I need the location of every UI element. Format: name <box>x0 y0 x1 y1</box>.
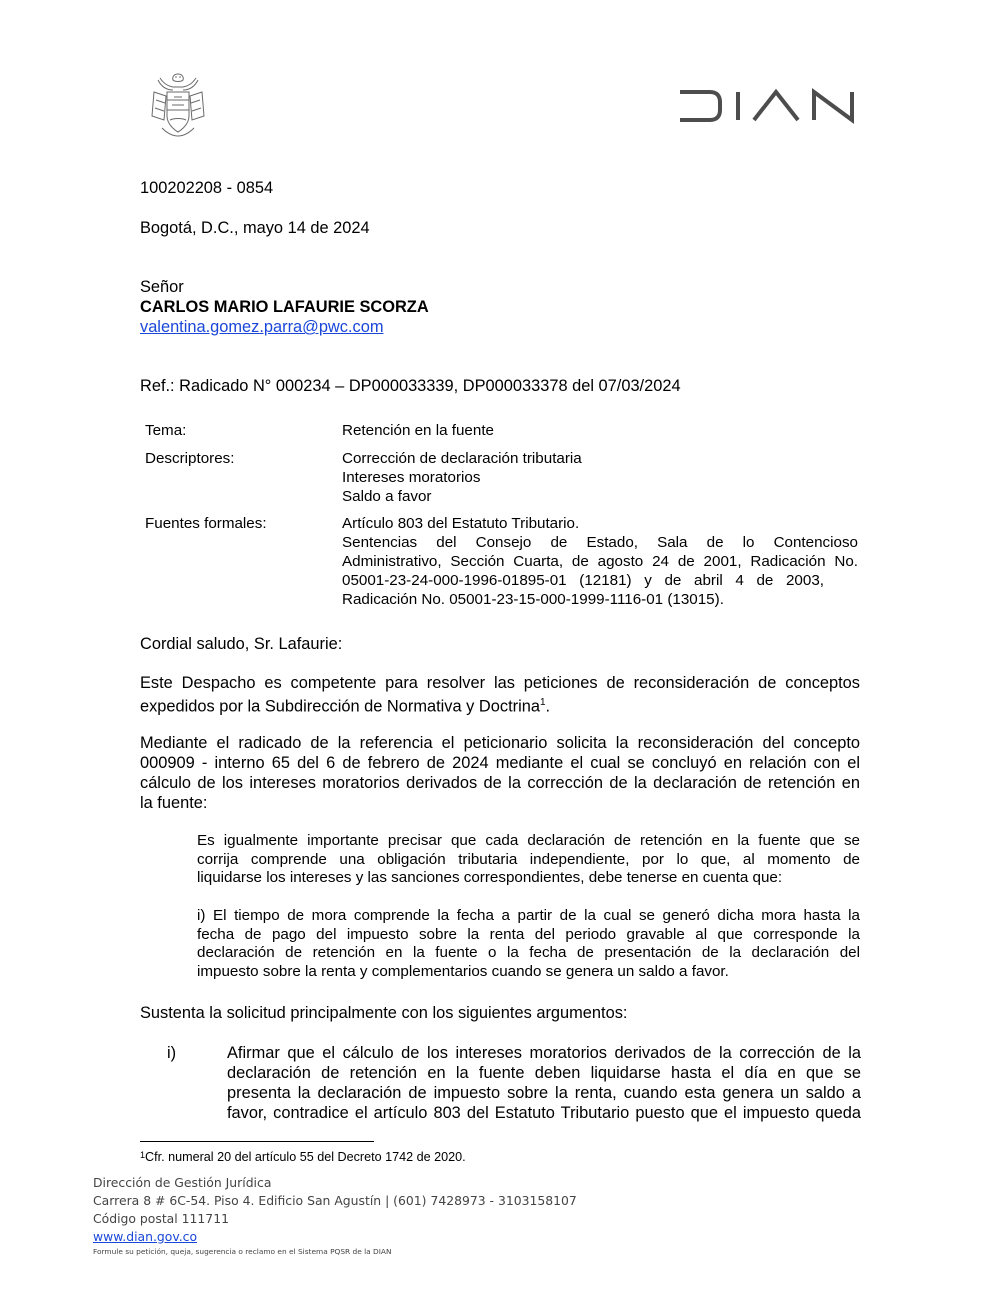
descriptor-item: Saldo a favor <box>342 488 432 505</box>
fuentes-line: Radicación No. 05001-23-15-000-1999-1116-01 (13015). <box>342 591 724 608</box>
list-line: declaración de retención en la fuente deben liquidarse hasta el día en que se <box>227 1064 861 1082</box>
quote-block-1 <box>197 832 860 888</box>
footnote-text: Cfr. numeral 20 del artículo 55 del Decreto 1742 de 2020. <box>145 1150 466 1164</box>
paragraph-text: . <box>545 697 551 716</box>
list-line: presenta la declaración de impuesto sobre la renta, cuando esta genera un saldo a <box>227 1084 861 1102</box>
descriptor-item: Corrección de declaración tributaria <box>342 450 582 467</box>
paragraph-request <box>140 733 860 813</box>
quote-line: declaración de retención en la fuente o la fecha de presentación de la declaración del <box>197 944 860 962</box>
descriptores-list <box>342 449 858 506</box>
footnote-reference: 1 <box>539 697 546 708</box>
fuentes-line: Administrativo, Sección Cuarta, de agosto 24 de 2001, Radicación No. <box>342 553 858 570</box>
paragraph-arguments-intro: Sustenta la solicitud principalmente con los siguientes argumentos: <box>140 1004 628 1022</box>
descriptor-item: Intereses moratorios <box>342 469 481 486</box>
footer-office: Dirección de Gestión Jurídica <box>93 1175 272 1190</box>
list-line: favor, contradice el artículo 803 del Estatuto Tributario puesto que el impuesto queda <box>227 1104 861 1122</box>
paragraph-line: Este Despacho es competente para resolver las peticiones de reconsideración de conceptos <box>140 674 860 692</box>
reference-number: 100202208 - 0854 <box>140 179 274 197</box>
paragraph-line: cálculo de los intereses moratorios derivados de la corrección de la declaración de retención en <box>140 774 860 792</box>
tema-value: Retención en la fuente <box>342 422 494 439</box>
tema-label: Tema: <box>145 422 187 439</box>
dian-logo <box>676 88 860 124</box>
quote-line: impuesto sobre la renta y complementarios cuando se genera un saldo a favor. <box>197 962 729 980</box>
quote-line: i) El tiempo de mora comprende la fecha a partir de la cual se generó dicha mora hasta la <box>197 907 860 924</box>
recipient-name: CARLOS MARIO LAFAURIE SCORZA <box>140 298 429 316</box>
list-marker: i) <box>167 1044 177 1062</box>
reference-line: Ref.: Radicado N° 000234 – DP000033339, DP000033378 del 07/03/2024 <box>140 377 681 395</box>
footer-postal-code: Código postal 111711 <box>93 1211 229 1226</box>
recipient-email-link[interactable]: valentina.gomez.parra@pwc.com <box>140 318 384 336</box>
salutation-title: Señor <box>140 278 184 296</box>
argument-list-item <box>227 1043 861 1123</box>
quote-line: fecha de pago del impuesto sobre la renta del periodo gravable al que corresponde la <box>197 925 860 943</box>
fuentes-value <box>342 514 858 609</box>
fuentes-line: 05001-23-24-000-1996-01895-01 (12181) y de abril 4 de 2003, <box>342 572 824 589</box>
fuentes-line: Sentencias del Consejo de Estado, Sala de lo Contencioso <box>342 534 858 551</box>
footnote-mark: 1 <box>140 1150 146 1160</box>
descriptores-label: Descriptores: <box>145 450 235 467</box>
fuentes-label: Fuentes formales: <box>145 515 267 532</box>
quote-line: Es igualmente importante precisar que cada declaración de retención en la fuente que se <box>197 832 860 849</box>
footer-address: Carrera 8 # 6C-54. Piso 4. Edificio San Agustín | (601) 7428973 - 3103158107 <box>93 1193 577 1208</box>
quote-block-2 <box>197 907 860 981</box>
quote-line: liquidarse los intereses y las sanciones correspondientes, debe tenerse en cuenta que: <box>197 869 783 887</box>
footnote-divider <box>140 1141 374 1142</box>
footer-website-link[interactable]: www.dian.gov.co <box>93 1229 198 1244</box>
quote-line: corrija comprende una obligación tributaria independiente, por lo que, al momento de <box>197 850 860 868</box>
colombia-coat-of-arms-icon <box>140 70 216 140</box>
footer-pqsr-note: Formule su petición, queja, sugerencia o reclamo en el Sistema PQSR de la DIAN <box>93 1247 392 1256</box>
greeting: Cordial saludo, Sr. Lafaurie: <box>140 635 343 653</box>
paragraph-line: Mediante el radicado de la referencia el peticionario solicita la reconsideración del concepto <box>140 734 860 752</box>
paragraph-line: la fuente: <box>140 794 208 812</box>
date-line: Bogotá, D.C., mayo 14 de 2024 <box>140 219 370 237</box>
paragraph-text: expedidos por la Subdirección de Normativa y Doctrina <box>140 697 540 716</box>
footnote <box>140 1150 466 1165</box>
fuentes-line: Artículo 803 del Estatuto Tributario. <box>342 515 580 532</box>
paragraph-line: 000909 - interno 65 del 6 de febrero de 2024 mediante el cual se concluyó en relación con el <box>140 754 860 772</box>
paragraph-competence <box>140 673 860 716</box>
paragraph-line <box>140 693 860 716</box>
list-line: Afirmar que el cálculo de los intereses moratorios derivados de la corrección de la <box>227 1044 861 1062</box>
